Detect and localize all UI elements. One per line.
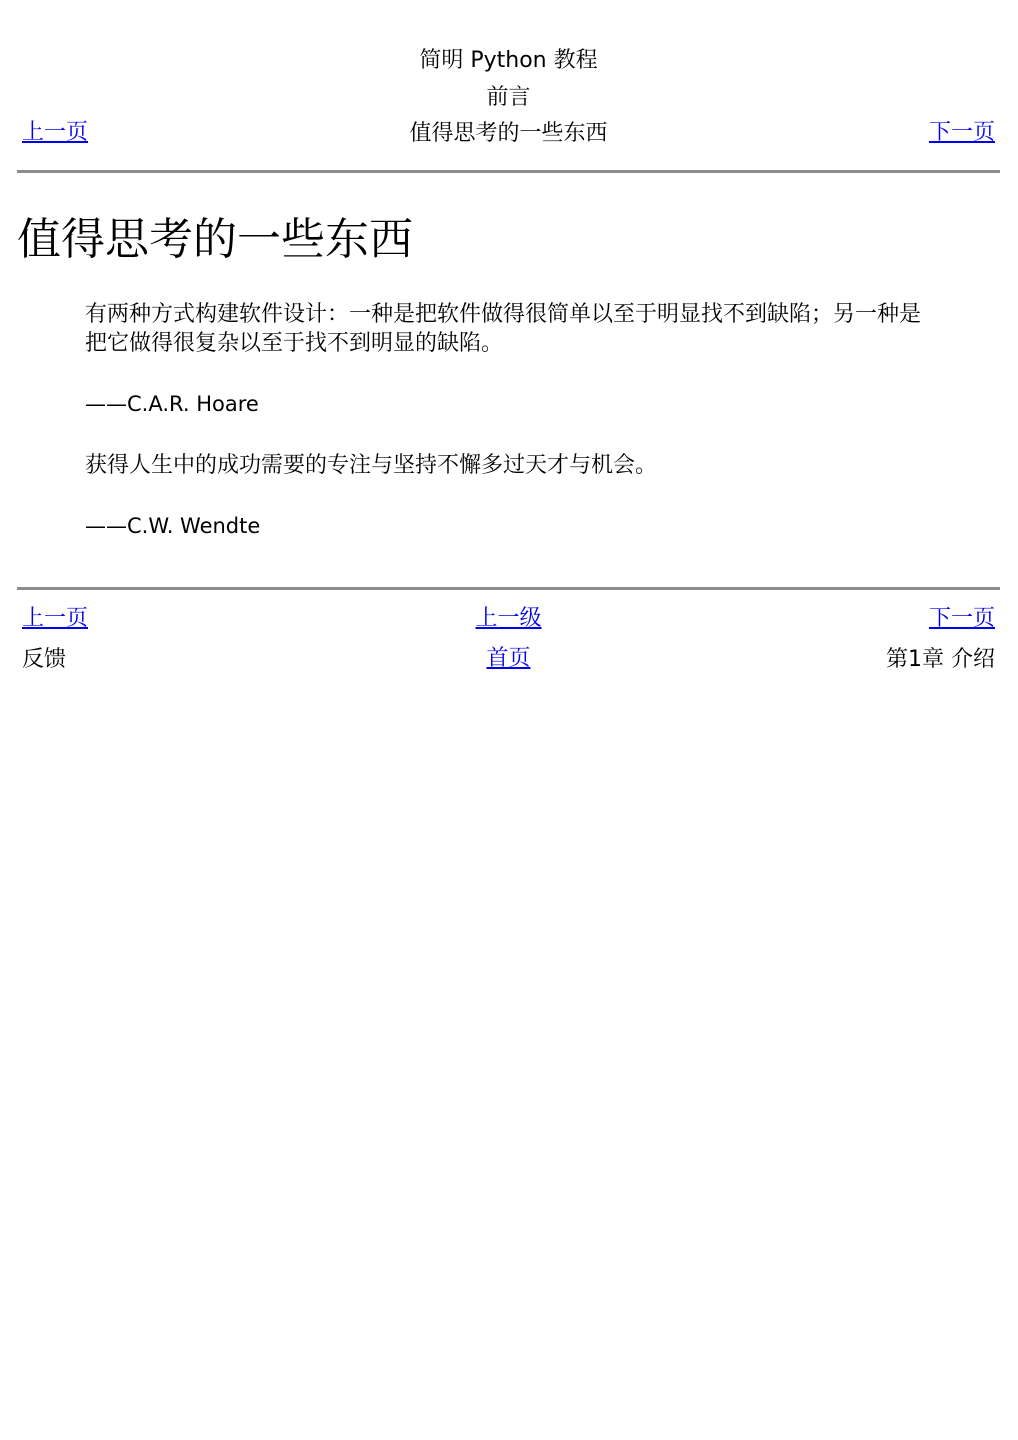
next-chapter-title: 第1章 介绍 [886, 647, 995, 672]
quote-text: 获得人生中的成功需要的专注与坚持不懈多过天才与机会。 [85, 453, 658, 478]
prev-page-link-bottom[interactable]: 上一页 [22, 606, 89, 631]
header-divider [17, 170, 1000, 173]
home-link[interactable]: 首页 [486, 646, 531, 671]
quote-attribution: ——C.A.R. Hoare [85, 392, 259, 416]
up-level-wrapper [17, 605, 1000, 633]
up-level-link[interactable]: 上一级 [475, 606, 542, 631]
book-title: 简明 Python 教程 [419, 48, 598, 73]
home-wrapper [17, 645, 1000, 673]
next-page-link-bottom[interactable]: 下一页 [928, 606, 995, 631]
header-section-title: 值得思考的一些东西 [409, 121, 608, 146]
prev-page-link-top[interactable]: 上一页 [22, 120, 89, 145]
quote-text: 有两种方式构建软件设计：一种是把软件做得很简单以至于明显找不到缺陷；另一种是把它做得很复杂以至于找不到明显的缺陷。 [85, 302, 922, 356]
feedback-label: 反馈 [22, 647, 67, 672]
page-title: 值得思考的一些东西 [17, 214, 413, 265]
chapter-title: 前言 [486, 85, 531, 110]
quote-attribution: ——C.W. Wendte [85, 514, 261, 538]
footer-divider [17, 587, 1000, 590]
next-page-link-top[interactable]: 下一页 [928, 120, 995, 145]
